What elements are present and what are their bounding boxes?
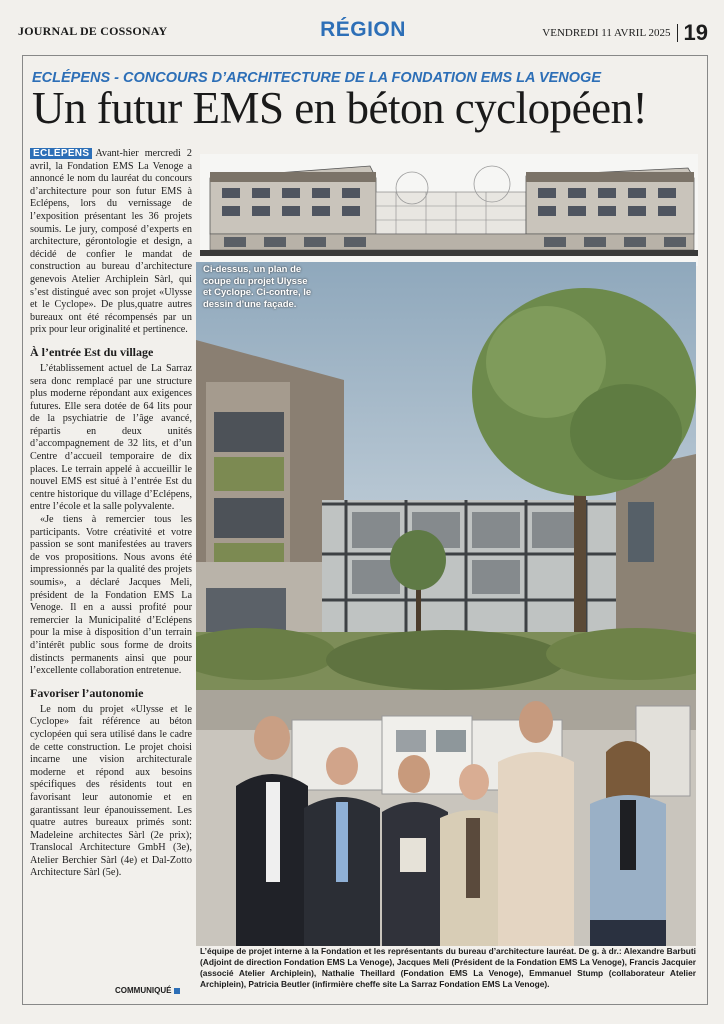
section-title: RÉGION xyxy=(320,18,406,41)
article-signature xyxy=(115,986,180,995)
divider xyxy=(677,24,678,42)
section-plan-drawing xyxy=(200,154,698,266)
render-caption: Ci-dessus, un plan de coupe du projet Ulysse et Cyclope. Ci-contre, le dessin d’une façade. xyxy=(203,264,312,310)
date-page-block xyxy=(542,20,708,46)
group-photo xyxy=(196,690,696,946)
masthead xyxy=(14,14,712,48)
photo-caption: L’équipe de projet interne à la Fondation et les représentants du bureau d’architecture lauréat. De g. à dr.: Alexandre Barbuti (Adjoint de direction Fondation EMS La Venoge), Jacques Meli (Président de la Fondation EMS La Venoge), Francis Jacquier (associé Atelier Archiplein), Nathalie Theillard (Fondation EMS La Venoge), Emmanuel Stump (collaborateur Atelier Archiplein), Patricia Beutler (infirmière cheffe site La Sarraz Fondation EMS La Venoge). xyxy=(200,946,696,989)
lead-text: Avant-hier mercredi 2 avril, la Fondation EMS La Venoge a annoncé le nom du lauréat du concours d’architecture pour son futur EMS à Eclépens, lors du vernissage de l’exposition présentant les 36 projets soumis. Le jury, composé d’experts en architecture, gérontologie et design, a décidé de confier le mandat de construction au bureau d’architecture genevois Atelier Archiplein Sàrl, qui s’est distingué avec son projet «Ulysse et le Cyclope». De plus,quatre autres bureaux ont été récompensés par un prix pour leur originalité et pertinence. xyxy=(30,148,192,336)
body-paragraph: L’établissement actuel de La Sarraz sera donc remplacé par une structure plus moderne répondant aux exigences futures. Elle sera dotée de 64 lits pour de la psychiatrie de l’âge avancé, répartis en deux unités d’accompagnement de 32 lits, et d’un Centre d’accueil temporaire de dix places. Le terrain appelé à accueillir le nouvel EMS est situé à l’entrée Est du centre historique du village d’Eclépens, entre l’école et la salle polyvalente. xyxy=(30,362,192,513)
article-kicker: ECLÉPENS - CONCOURS D’ARCHITECTURE DE LA FONDATION EMS LA VENOGE xyxy=(32,70,602,86)
article-body xyxy=(30,148,192,880)
facade-render-image xyxy=(196,262,696,690)
newspaper-name: JOURNAL DE COSSONAY xyxy=(18,24,168,38)
lead-paragraph xyxy=(30,148,192,337)
end-mark-icon xyxy=(174,988,180,994)
subhead-autonomy: Favoriser l’autonomie xyxy=(30,685,144,700)
location-tag: ECLÉPENS xyxy=(30,148,92,159)
signature-text: COMMUNIQUÉ xyxy=(115,986,172,995)
quote-paragraph: «Je tiens à remercier tous les participants. Votre créativité et votre passion se sont manifestées au travers de vos propositions. Nous avons été impressionnés par la qualité des projets soumis», a déclaré Jacques Meli, président de la Fondation EMS La Venoge. Il en a aussi profité pour remercier la Municipalité d’Eclépens pour la mise à disposition d’un terrain d’intérêt public sous forme de droits distincts permanents ainsi que pour l’excellente collaboration entretenue. xyxy=(30,514,192,677)
issue-date: VENDREDI 11 AVRIL 2025 xyxy=(542,27,671,39)
page-number: 19 xyxy=(683,20,708,45)
subhead-east-entrance: À l’entrée Est du village xyxy=(30,344,154,359)
body-paragraph-final: Le nom du projet «Ulysse et le Cyclope» fait référence au béton cyclopéen qui sera utilisé dans le cadre de cette construction. Le projet choisi incarne une vision architecturale moderne et répond aux besoins spécifiques des résidents tout en favorisant leur autonomie et en garantissant leur épanouissement. Les quatre autres bureaux primés sont: Madeleine architectes Sàrl (2e prix); Translocal Architecture GmbH (3e), Atelier Berchier Sàrl (4e) et Dal-Zotto Architecture Sàrl (5e). xyxy=(30,703,192,879)
article-headline: Un futur EMS en béton cyclopéen! xyxy=(32,83,648,133)
